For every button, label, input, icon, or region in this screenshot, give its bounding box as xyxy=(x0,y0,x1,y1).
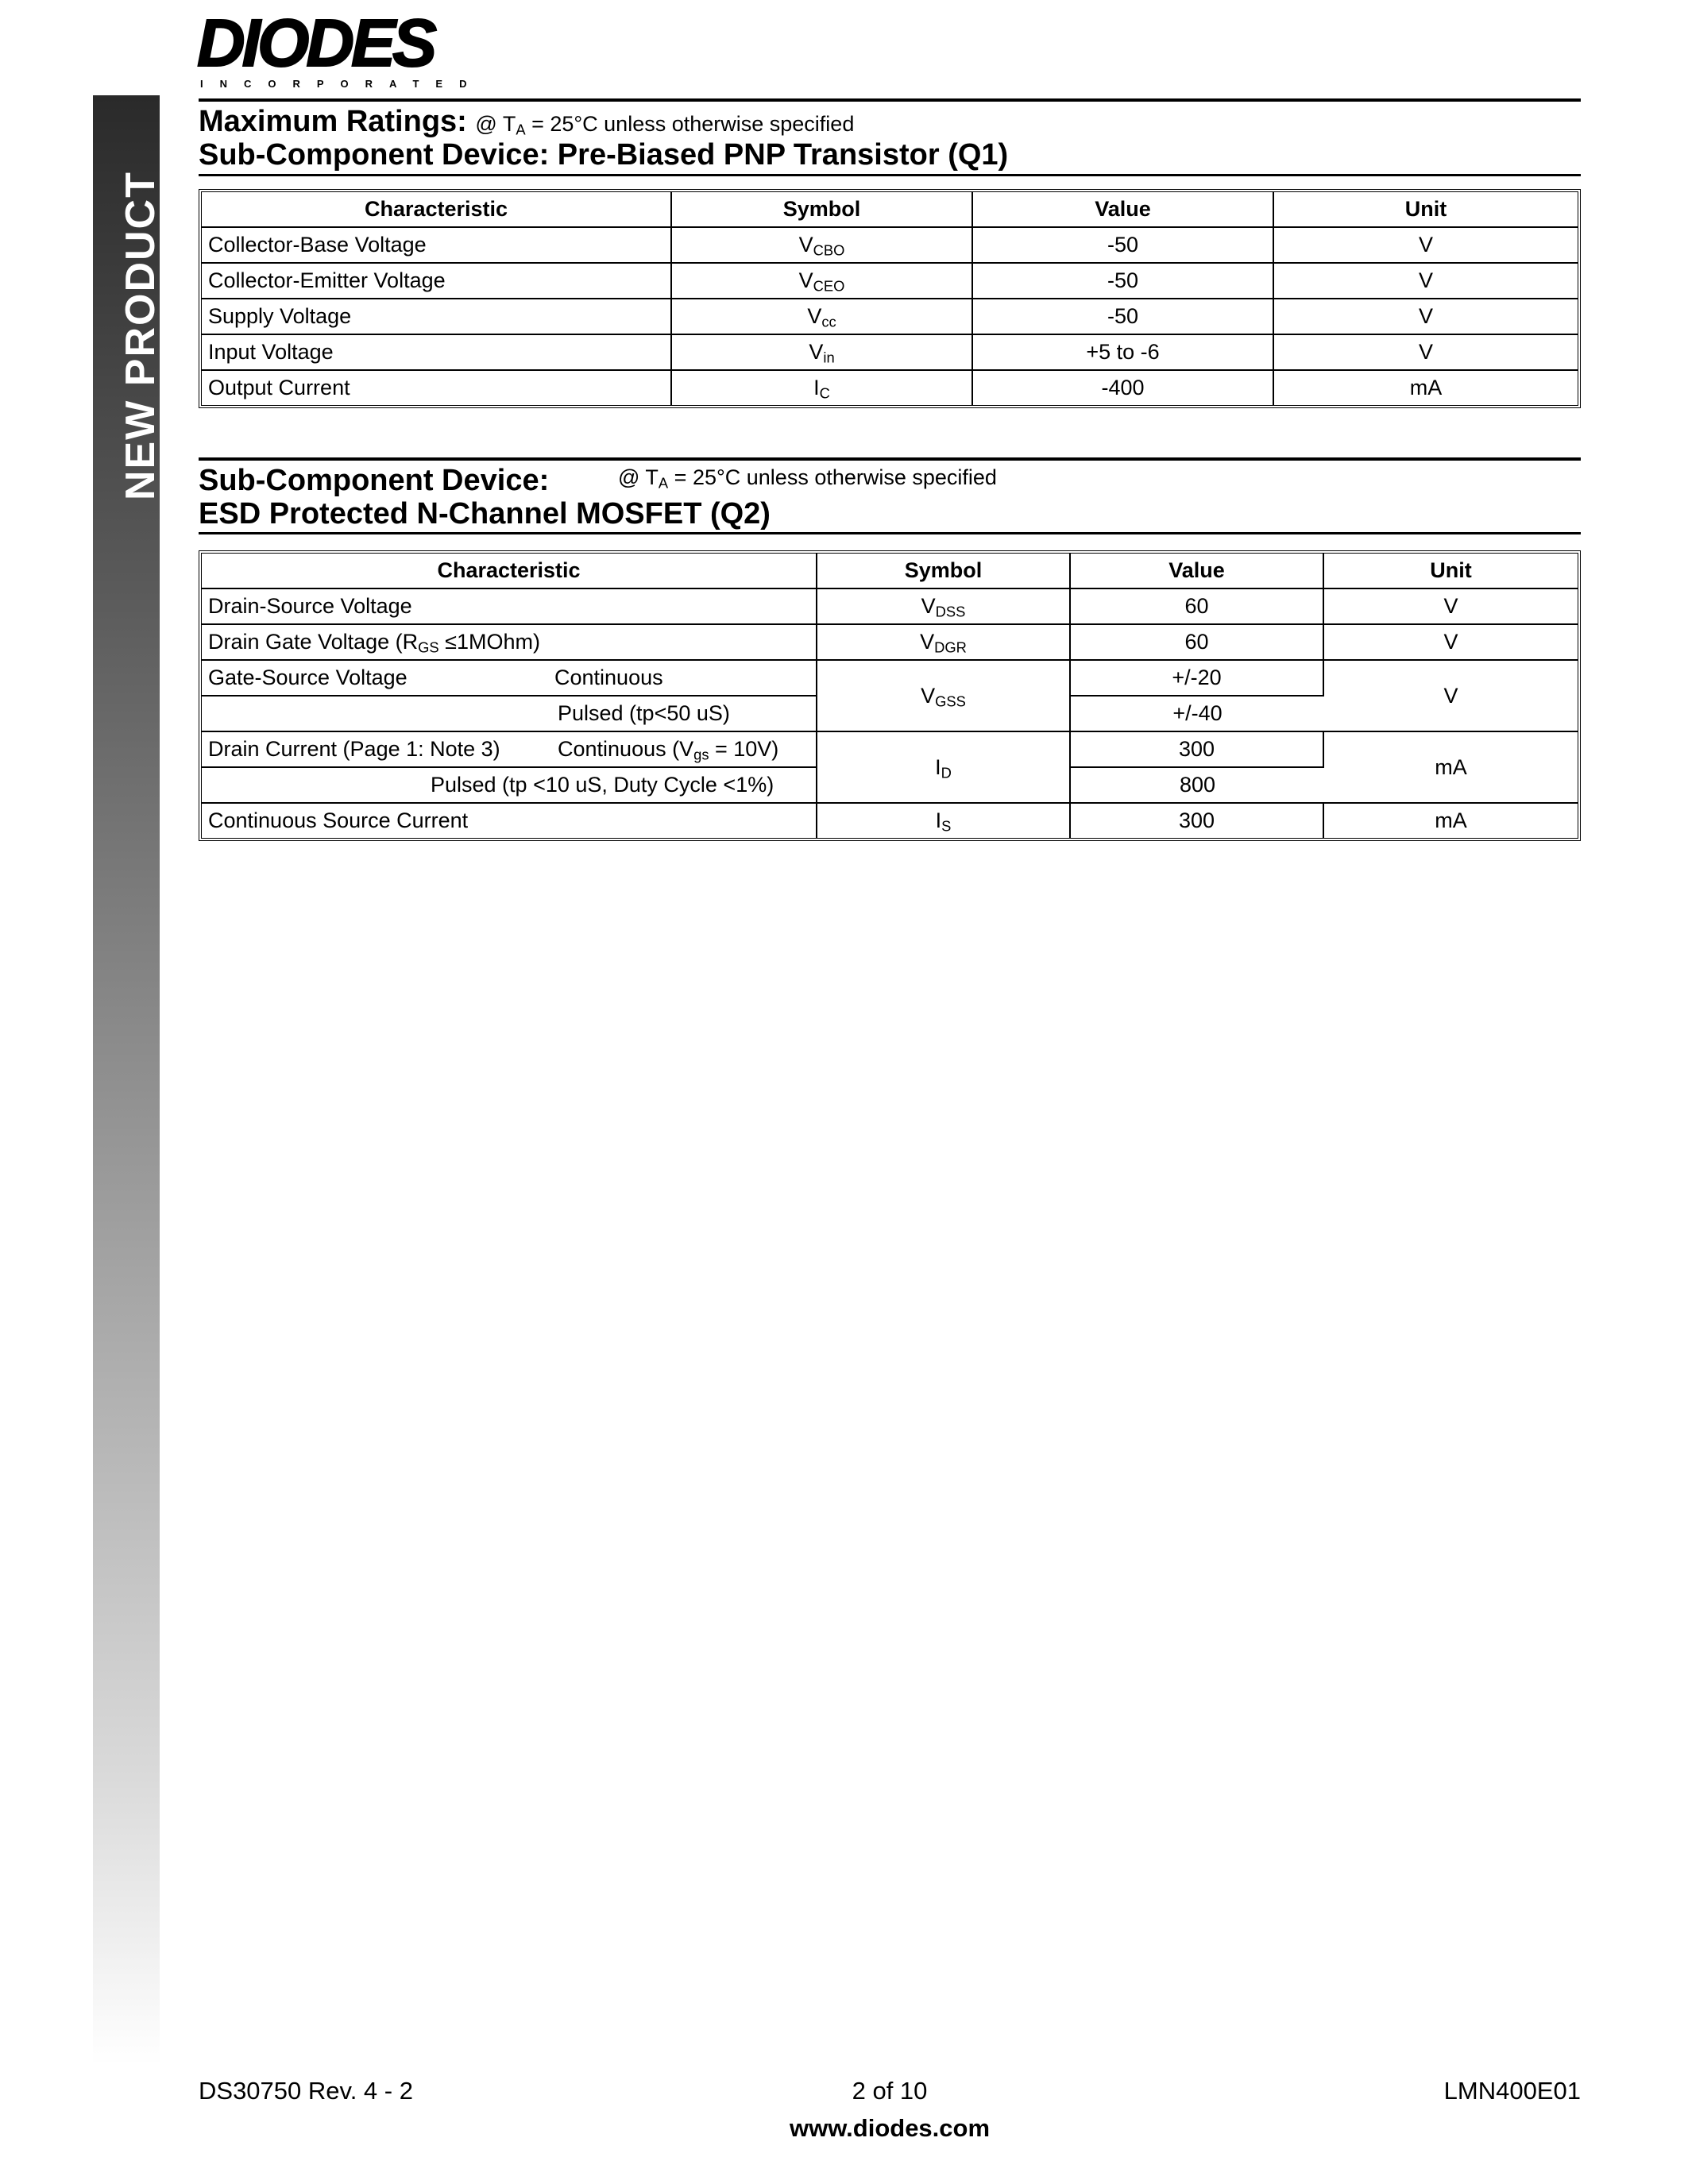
cell-unit: mA xyxy=(1324,732,1578,804)
cell-condition: Continuous xyxy=(554,666,663,689)
table-row xyxy=(202,589,1578,625)
cell-unit: V xyxy=(1324,625,1578,661)
cell-condition: Continuous $(V_{gs} = 10V)$ xyxy=(558,737,779,763)
cell-unit: V xyxy=(1274,228,1578,264)
logo-wordmark: DIODES xyxy=(197,6,435,80)
cell-unit: mA xyxy=(1435,808,1467,832)
side-banner-label: NEW PRODUCT xyxy=(118,171,164,500)
header-value: Value xyxy=(1071,554,1324,589)
section1-rule xyxy=(199,174,1581,176)
section2-title: Sub-Component Device: xyxy=(199,464,550,497)
table-row xyxy=(202,228,1578,264)
section1-title: Maximum Ratings: @ $T_A = 25^\circ C$ unless otherwise specified xyxy=(199,105,855,138)
table-row xyxy=(202,625,1578,661)
footer-part-number: LMN400E01 xyxy=(1443,2077,1581,2105)
table-row xyxy=(202,371,1578,405)
table-row xyxy=(202,732,1578,768)
cell-unit: V xyxy=(1274,335,1578,371)
cell-symbol: $V_{DGR}$ xyxy=(817,625,1071,661)
cell-value: 800 xyxy=(1071,768,1324,804)
section1-subtitle: Sub-Component Device: Pre-Biased PNP Transistor (Q1) xyxy=(199,138,1009,172)
cell-value: -50 xyxy=(973,299,1274,335)
cell-characteristic: Drain-Source Voltage xyxy=(202,589,817,625)
header-characteristic: Characteristic xyxy=(202,192,672,228)
q2-ratings-table xyxy=(199,550,1581,841)
cell-symbol: $I_D$ xyxy=(817,732,1071,804)
cell-symbol: $I_S$ xyxy=(817,804,1071,838)
table-row xyxy=(202,299,1578,335)
cell-unit: mA xyxy=(1409,376,1443,399)
cell-value: +/-40 xyxy=(1071,696,1324,732)
cell-symbol: $V_{CEO}$ xyxy=(672,264,973,299)
cell-value: -50 xyxy=(973,228,1274,264)
cell-characteristic: Continuous Source Current xyxy=(202,804,817,838)
header-value: Value xyxy=(973,192,1274,228)
cell-condition: Pulsed (tp <10 uS, Duty Cycle <1%) xyxy=(202,768,817,804)
section2-subtitle: ESD Protected N-Channel MOSFET (Q2) xyxy=(199,497,771,531)
cell-characteristic: Collector-Emitter Voltage xyxy=(202,264,672,299)
table-header-row xyxy=(202,554,1578,589)
table-row xyxy=(202,661,1578,696)
cell-value: +5 to -6 xyxy=(973,335,1274,371)
cell-unit: V xyxy=(1324,589,1578,625)
cell-condition: Pulsed (tp<50 uS) xyxy=(202,696,817,732)
footer-website[interactable]: www.diodes.com xyxy=(789,2114,991,2142)
header-symbol: Symbol xyxy=(817,554,1071,589)
footer-doc-rev: DS30750 Rev. 4 - 2 xyxy=(199,2077,413,2105)
cell-value: 60 xyxy=(1071,589,1324,625)
cell-unit: V xyxy=(1324,661,1578,732)
section2-note: @ $T_A = 25^\circ C$ unless otherwise specified xyxy=(618,465,997,492)
cell-value: 300 xyxy=(1071,804,1324,838)
cell-characteristic: Gate-Source Voltage Continuous xyxy=(202,661,817,696)
cell-unit: V xyxy=(1274,264,1578,299)
cell-characteristic: Drain Current (Page 1: Note 3) Continuous $(V_{gs} = 10V)$ xyxy=(202,732,817,768)
section1-note: @ $T_A = 25^\circ C$ unless otherwise specified xyxy=(475,112,855,138)
q1-ratings-table xyxy=(199,189,1581,408)
cell-characteristic: Collector-Base Voltage xyxy=(202,228,672,264)
cell-symbol: $V_{cc}$ xyxy=(672,299,973,335)
cell-symbol: $V_{CBO}$ xyxy=(672,228,973,264)
cell-characteristic: Output Current xyxy=(202,371,672,405)
table-row xyxy=(202,335,1578,371)
cell-characteristic: Supply Voltage xyxy=(202,299,672,335)
table-row xyxy=(202,264,1578,299)
cell-symbol: $V_{GSS}$ xyxy=(817,661,1071,732)
table-row xyxy=(202,804,1578,838)
header-characteristic: Characteristic xyxy=(202,554,817,589)
header-unit: Unit xyxy=(1274,192,1578,228)
cell-value: -50 xyxy=(973,264,1274,299)
section2-rule xyxy=(199,532,1581,534)
cell-symbol: $I_C$ xyxy=(672,371,973,405)
top-rule xyxy=(199,98,1581,102)
cell-symbol: $V_{DSS}$ xyxy=(817,589,1071,625)
cell-value: -400 xyxy=(973,371,1274,405)
logo-subtext: INCORPORATED xyxy=(200,78,484,90)
header-unit: Unit xyxy=(1324,554,1578,589)
company-logo xyxy=(197,6,491,90)
section2-top-rule xyxy=(199,457,1581,461)
footer-page-number: 2 of 10 xyxy=(852,2077,928,2105)
cell-value: +/-20 xyxy=(1071,661,1324,696)
cell-unit: V xyxy=(1274,299,1578,335)
cell-characteristic: Input Voltage xyxy=(202,335,672,371)
cell-value: 300 xyxy=(1071,732,1324,768)
cell-symbol: $V_{in}$ xyxy=(672,335,973,371)
table-header-row xyxy=(202,192,1578,228)
cell-value: 60 xyxy=(1071,625,1324,661)
header-symbol: Symbol xyxy=(672,192,973,228)
cell-characteristic: Drain Gate Voltage ($R_{GS}$ ≤1MOhm) xyxy=(202,625,817,661)
